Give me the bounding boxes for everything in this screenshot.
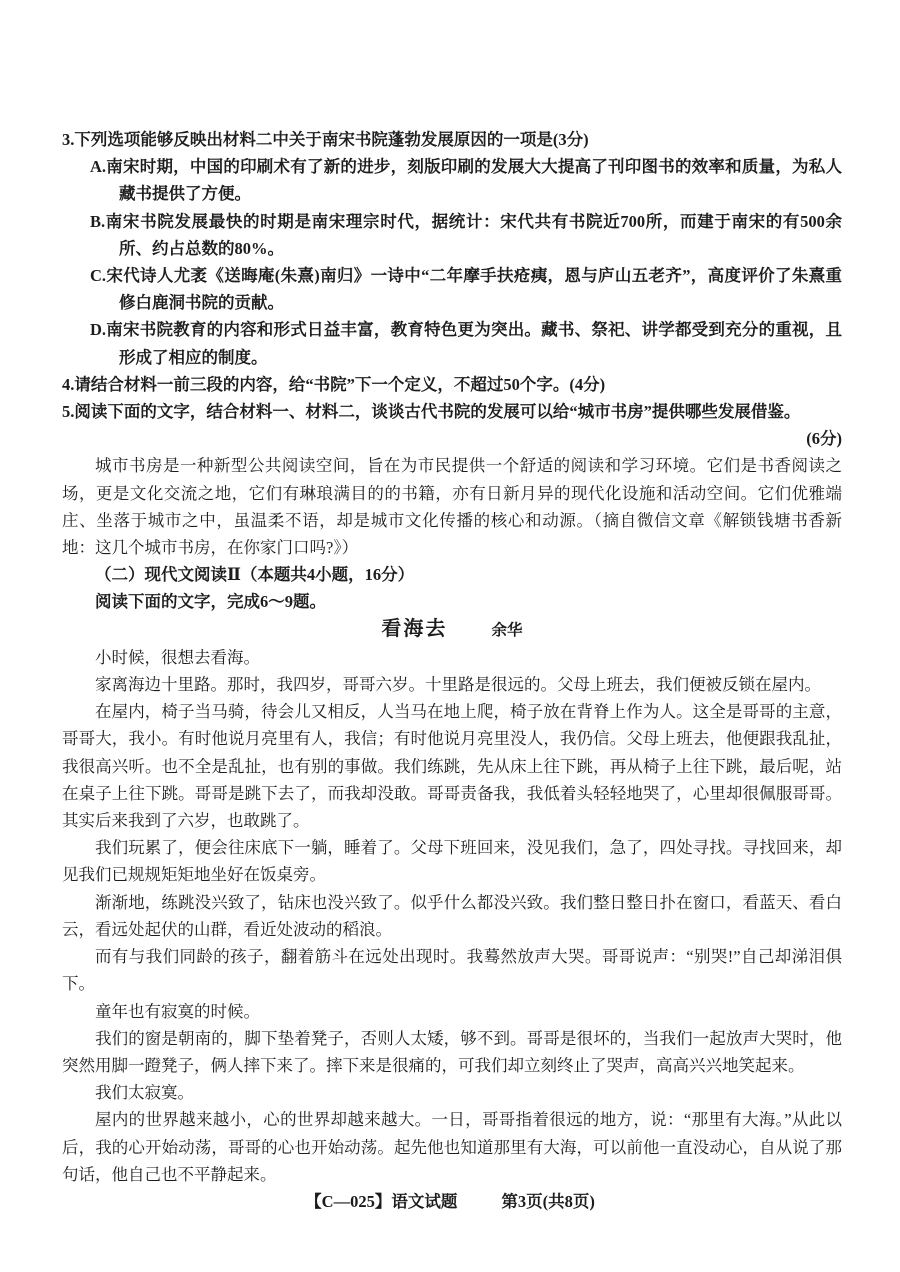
essay-paragraph: 我们的窗是朝南的，脚下垫着凳子，否则人太矮，够不到。哥哥是很坏的，当我们一起放声大哭时，他突然用脚一蹬凳子，俩人摔下来了。摔下来是很痛的，可我们却立刻终止了哭声，高高兴兴地笑起来。	[62, 1028, 842, 1075]
exam-code: 【C—025】语文试题	[305, 1192, 458, 1211]
essay-paragraph: 童年也有寂寞的时候。	[95, 1001, 260, 1021]
essay-paragraph: 而有与我们同龄的孩子，翻着筋斗在远处出现时。我蓦然放声大哭。哥哥说声：“别哭!”自己却涕泪俱下。	[62, 947, 842, 994]
question-3-option-a: A.南宋时期，中国的印刷术有了新的进步，刻版印刷的发展大大提高了刊印图书的效率和质量，为私人藏书提供了方便。	[90, 157, 842, 204]
question-3-option-b: B.南宋书院发展最快的时期是南宋理宗时代，据统计：宋代共有书院近700所，而建于南宋的有500余所、约占总数的80%。	[90, 211, 842, 258]
question-3-option-c: C.宋代诗人尤袤《送晦庵(朱熹)南归》一诗中“二年摩手扶疮痍，恩与庐山五老齐”，高度评价了朱熹重修白鹿洞书院的贡献。	[90, 266, 842, 313]
essay-title: 看海去	[381, 617, 448, 640]
essay-paragraph: 家离海边十里路。那时，我四岁，哥哥六岁。十里路是很远的。父母上班去，我们便被反锁在屋内。	[95, 675, 821, 695]
exam-content	[62, 126, 842, 1188]
essay-paragraph: 我们玩累了，便会往床底下一躺，睡着了。父母下班回来，没见我们，急了，四处寻找。寻找回来，却见我们已规规矩矩地坐好在饭桌旁。	[62, 838, 842, 885]
essay-paragraph: 渐渐地，练跳没兴致了，钻床也没兴致了。似乎什么都没兴致。我们整日整日扑在窗口，看蓝天、看白云，看远处起伏的山群，看近处波动的稻浪。	[62, 892, 842, 939]
city-library-paragraph: 城市书房是一种新型公共阅读空间，旨在为市民提供一个舒适的阅读和学习环境。它们是书香阅读之场，更是文化交流之地，它们有琳琅满目的的书籍，亦有日新月异的现代化设施和活动空间。它们优雅端庄、坐落于城市之中，虽温柔不语，却是城市文化传播的核心和动源。（摘自微信文章《解锁钱塘书香新地：这几个城市书房，在你家门口吗?》）	[62, 456, 842, 558]
essay-author: 余华	[491, 621, 523, 639]
question-4-stem: 4.请结合材料一前三段的内容，给“书院”下一个定义，不超过50个字。(4分)	[62, 374, 606, 394]
essay-paragraph: 在屋内，椅子当马骑，待会儿又相反，人当马在地上爬，椅子放在背脊上作为人。这全是哥哥的主意，哥哥大，我小。有时他说月亮里有人，我信；有时他说月亮里没人，我仍信。父母上班去，他便跟我乱扯，我很高兴听。也不全是乱扯，也有别的事做。我们练跳，先从床上往下跳，再从椅子上往下跳，最后呢，站在桌子上往下跳。哥哥是跳下去了，而我却没敢。哥哥责备我，我低着头轻轻地哭了，心里却很佩服哥哥。其实后来我到了六岁，也敢跳了。	[62, 702, 842, 831]
essay-title-row	[62, 616, 842, 644]
question-5-stem: 5.阅读下面的文字，结合材料一、材料二，谈谈古代书院的发展可以给“城市书房”提供哪些发展借鉴。	[62, 402, 801, 422]
question-5-score: (6分)	[806, 429, 842, 449]
section-2-heading: （二）现代文阅读Ⅱ（本题共4小题，16分）	[95, 565, 415, 585]
question-3-stem: 3.下列选项能够反映出材料二中关于南宋书院蓬勃发展原因的一项是(3分)	[62, 130, 589, 149]
question-3-option-d: D.南宋书院教育的内容和形式日益丰富，教育特色更为突出。藏书、祭祀、讲学都受到充分的重视，且形成了相应的制度。	[90, 320, 842, 367]
page-number: 第3页(共8页)	[501, 1192, 595, 1211]
essay-paragraph: 我们太寂寞。	[95, 1083, 194, 1103]
essay-paragraph: 屋内的世界越来越小，心的世界却越来越大。一日，哥哥指着很远的地方，说：“那里有大海。”从此以后，我的心开始动荡，哥哥的心也开始动荡。起先他也知道那里有大海，可以前他一直没动心，自从说了那句话，他自己也不平静起来。	[62, 1110, 842, 1184]
section-2-instruction: 阅读下面的文字，完成6～9题。	[95, 592, 326, 612]
essay-paragraph: 小时候，很想去看海。	[95, 647, 260, 667]
page-footer	[0, 1188, 900, 1212]
